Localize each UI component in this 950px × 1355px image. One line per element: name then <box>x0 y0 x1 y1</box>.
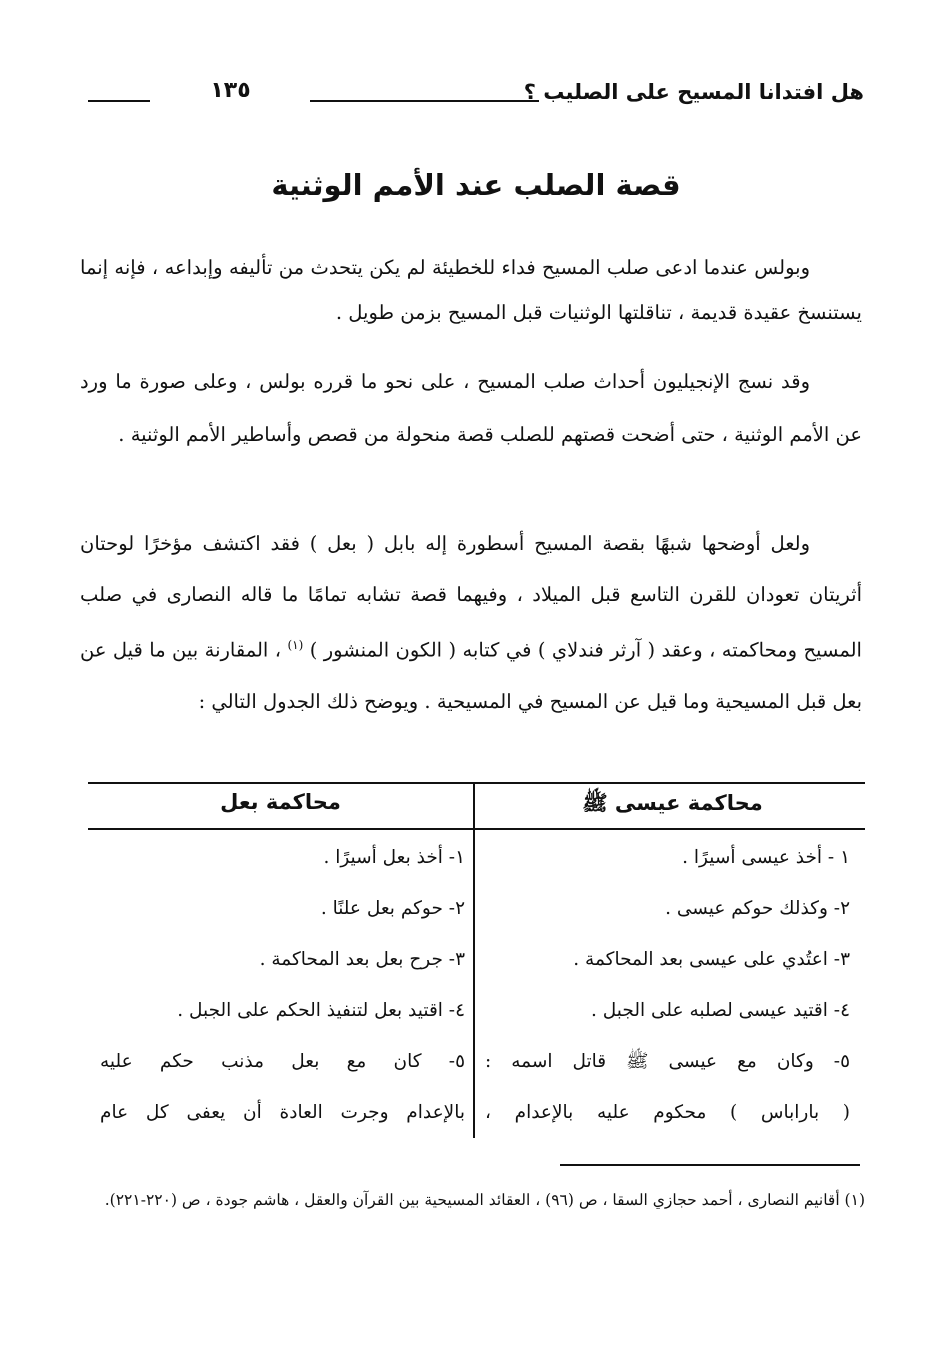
footnote-separator <box>560 1164 860 1166</box>
running-title: هل افتدانا المسيح على الصليب ؟ <box>523 80 864 104</box>
table-row: ١ - أخذ عيسى أسيرًا . <box>682 847 850 868</box>
comparison-table <box>88 782 865 1142</box>
running-header <box>88 78 864 118</box>
footnote-reference: (١) <box>287 638 304 652</box>
paragraph <box>80 355 862 461</box>
table-header-rule <box>88 828 865 830</box>
paragraph <box>80 245 862 335</box>
table-row: ٢- وكذلك حوكم عيسى . <box>665 898 850 919</box>
paragraph <box>80 518 862 727</box>
table-top-rule <box>88 782 865 784</box>
table-row: ٥- كان مع بعل مذنب حكم عليه <box>100 1051 465 1072</box>
header-rule <box>88 100 150 102</box>
paragraph-text: وبولس عندما ادعى صلب المسيح فداء للخطيئة لم يكن يتحدث من تأليفه وإبداعه ، فإنه إنما يستنسخ عقيدة قديمة ، تناقلتها الوثنيات قبل المسيح بزمن طويل . <box>80 256 862 324</box>
column-header-baal: محاكمة بعل <box>220 790 341 814</box>
table-row: ١- أخذ بعل أسيرًا . <box>323 847 465 868</box>
column-baal <box>100 842 465 1148</box>
paragraph-text: ، المقارنة بين ما قيل عن بعل قبل المسيحية وما قيل عن المسيح في المسيحية . ويوضح ذلك الجدول التالي : <box>80 638 862 713</box>
page-number: ١٣٥ <box>210 78 251 103</box>
paragraph-text: وقد نسج الإنجيليون أحداث صلب المسيح ، على نحو ما قرره بولس ، وعلى صورة ما ورد عن الأمم الوثنية ، حتى أضحت قصتهم للصلب قصة منحولة من قصص وأساطير الأمم الوثنية . <box>80 370 862 446</box>
footnote: (١) أقانيم النصارى ، أحمد حجازي السقا ، ص (٩٦) ، العقائد المسيحية بين القرآن والعقل ، هاشم جودة ، ص (٢٢٠-٢٢١). <box>104 1191 865 1209</box>
paragraph-text: ولعل أوضحها شبهًا بقصة المسيح أسطورة إله بابل ( بعل ) فقد اكتشف مؤخرًا لوحتان أثريتان تعودان للقرن التاسع قبل الميلاد ، وفيهما قصة تشابه تمامًا ما قاله النصارى في صلب المسيح ومحاكمته ، وعقد ( آرثر فندلاي ) في كتابه ( الكون المنشور ) <box>80 532 862 662</box>
table-row: بالإعدام وجرت العادة أن يعفى كل عام <box>100 1102 465 1123</box>
table-row: ٣- جرح بعل بعد المحاكمة . <box>259 949 465 970</box>
table-column-divider <box>473 782 475 1138</box>
column-jesus <box>485 842 850 1148</box>
table-row: ٥- وكان مع عيسى ﷺ قاتل اسمه : <box>485 1051 850 1072</box>
table-row: ٤- اقتيد عيسى لصلبه على الجبل . <box>591 1000 850 1021</box>
section-title: قصة الصلب عند الأمم الوثنية <box>271 168 681 202</box>
table-row: ٣- اعتُدي على عيسى بعد المحاكمة . <box>573 949 850 970</box>
table-row: ٤- اقتيد بعل لتنفيذ الحكم على الجبل . <box>177 1000 465 1021</box>
column-header-jesus: محاكمة عيسى ﷺ <box>582 791 763 815</box>
table-row: ( باراباس ) محكوم عليه بالإعدام ، <box>485 1102 850 1123</box>
header-rule <box>310 100 539 102</box>
table-row: ٢- حوكم بعل علنًا . <box>320 898 465 919</box>
